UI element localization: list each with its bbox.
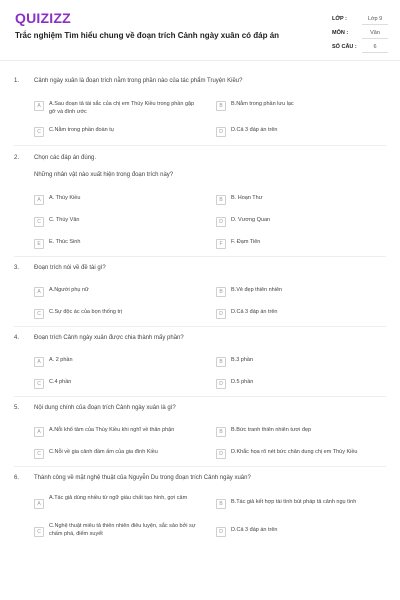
option-letter: A	[34, 427, 44, 437]
option-d[interactable]	[216, 526, 381, 537]
worksheet-header	[0, 0, 400, 61]
option-letter: C	[34, 217, 44, 227]
question-divider	[14, 145, 386, 146]
option-text: B.3 phần	[231, 357, 254, 363]
option-letter: D	[216, 527, 226, 537]
option-text: B.Tác giả kết hợp tài tình bút pháp tả cảnh ngụ tình	[231, 499, 357, 505]
option-d[interactable]	[216, 378, 381, 389]
option-letter: A	[34, 357, 44, 367]
option-text: C.Nằm trong phần đoàn tụ	[49, 127, 114, 133]
option-c[interactable]	[34, 378, 199, 389]
option-letter: B	[216, 195, 226, 205]
option-b[interactable]	[216, 194, 381, 205]
option-text: C.4 phần	[49, 379, 72, 385]
option-text: A.Nỗi khổ tâm của Thúy Kiều khi nghĩ về thân phận	[49, 427, 175, 433]
option-d[interactable]	[216, 308, 381, 319]
option-text: C.Sự độc ác của bọn thống trị	[49, 309, 123, 315]
option-a[interactable]	[34, 194, 199, 205]
option-letter: C	[34, 127, 44, 137]
option-c[interactable]	[34, 126, 199, 137]
option-b[interactable]	[216, 426, 399, 437]
meta-value: 6	[362, 42, 388, 53]
option-f[interactable]	[216, 238, 381, 249]
question-text: Thành công về mặt nghệ thuật của Nguyễn Du trong đoạn trích Cảnh ngày xuân?	[34, 475, 251, 481]
meta-value: Văn	[362, 28, 388, 39]
option-c[interactable]	[34, 308, 199, 319]
option-text: D.Cả 3 đáp án trên	[231, 309, 278, 315]
option-e[interactable]	[34, 238, 199, 249]
option-text: D.Cả 3 đáp án trên	[231, 527, 278, 533]
question-divider	[14, 326, 386, 327]
option-letter: D	[216, 217, 226, 227]
option-letter: B	[216, 427, 226, 437]
option-text: B. Hoạn Thư	[231, 195, 263, 201]
option-text: A.Tác giả dùng nhiều từ ngữ giàu chất tạo hình, gợi cảm	[49, 495, 188, 501]
meta-label: LỚP :	[332, 16, 347, 22]
option-b[interactable]	[216, 356, 381, 367]
question-text: Nội dung chính của đoạn trích Cảnh ngày xuân là gì?	[34, 405, 176, 411]
option-letter: E	[34, 239, 44, 249]
question-divider	[14, 466, 386, 467]
option-letter: B	[216, 287, 226, 297]
option-text: F. Đạm Tiên	[231, 239, 261, 245]
question-subtext: Những nhân vật nào xuất hiện trong đoạn trích này?	[34, 172, 174, 178]
worksheet-title: Trắc nghiệm Tìm hiểu chung về đoạn trích Cảnh ngày xuân có đáp án	[15, 31, 280, 40]
option-text: B.Bức tranh thiên nhiên tươi đẹp	[231, 427, 312, 433]
option-text: C. Thúy Vân	[49, 217, 80, 223]
option-letter: A	[34, 101, 44, 111]
question-divider	[14, 396, 386, 397]
option-text: E. Thúc Sinh	[49, 239, 81, 245]
quizizz-logo: QUIZIZZ	[15, 10, 71, 26]
option-d[interactable]	[216, 216, 381, 227]
question-text: Đoạn trích Cảnh ngày xuân được chia thành mấy phần?	[34, 335, 184, 341]
option-a[interactable]	[34, 100, 199, 116]
option-letter: D	[216, 127, 226, 137]
question-number: 2.	[14, 155, 20, 161]
option-letter: F	[216, 239, 226, 249]
meta-value: Lớp 9	[362, 14, 388, 25]
option-c[interactable]	[34, 216, 199, 227]
question-number: 4.	[14, 335, 20, 341]
option-letter: D	[216, 379, 226, 389]
question-number: 3.	[14, 265, 20, 271]
worksheet-meta	[332, 12, 388, 54]
option-d[interactable]	[216, 126, 381, 137]
option-text: A. Thúy Kiều	[49, 195, 81, 201]
meta-grade-row	[332, 12, 388, 26]
option-letter: C	[34, 379, 44, 389]
option-text: D.5 phần	[231, 379, 254, 385]
option-a[interactable]	[34, 426, 219, 437]
question-divider	[14, 256, 386, 257]
option-letter: D	[216, 449, 226, 459]
option-text: C.Nỗi về gia cảnh đầm ấm của gia đình Kiều	[49, 449, 158, 455]
option-letter: C	[34, 449, 44, 459]
meta-label: SỐ CÂU :	[332, 44, 357, 50]
option-text: A. 2 phần	[49, 357, 73, 363]
option-letter: B	[216, 357, 226, 367]
meta-subject-row	[332, 26, 388, 40]
option-letter: C	[34, 309, 44, 319]
option-text: A.Người phụ nữ	[49, 287, 89, 293]
question-number: 5.	[14, 405, 20, 411]
question-text: Đoạn trích nói về đề tài gì?	[34, 265, 106, 271]
option-c[interactable]	[34, 522, 209, 538]
option-text: D.Cả 3 đáp án trên	[231, 127, 278, 133]
option-c[interactable]	[34, 448, 219, 459]
option-text: B.Nằm trong phần lưu lạc	[231, 101, 294, 107]
option-b[interactable]	[216, 286, 381, 297]
meta-label: MÔN :	[332, 30, 349, 36]
option-letter: C	[34, 527, 44, 537]
option-text: B.Vẻ đẹp thiên nhiên	[231, 287, 283, 293]
option-a[interactable]	[34, 356, 199, 367]
option-letter: B	[216, 101, 226, 111]
option-text: D.Khắc họa rõ nét bức chân dung chị em Thúy Kiều	[231, 449, 358, 455]
option-a[interactable]	[34, 286, 199, 297]
option-letter: A	[34, 195, 44, 205]
meta-count-row	[332, 40, 388, 54]
question-text: Chọn các đáp án đúng.	[34, 155, 97, 161]
option-text: A.Sau đoạn tả tài sắc của chị em Thúy Kiều trong phần gặp gỡ và đính ước	[49, 101, 195, 115]
question-number: 6.	[14, 475, 20, 481]
option-a[interactable]	[34, 494, 214, 509]
option-text: D. Vương Quan	[231, 217, 271, 223]
option-letter: A	[34, 499, 44, 509]
option-d[interactable]	[216, 448, 400, 459]
question-text: Cảnh ngày xuân là đoạn trích nằm trong phần nào của tác phẩm Truyện Kiều?	[34, 78, 243, 84]
option-text: C.Nghệ thuật miêu tả thiên nhiên điêu luyện, sắc sảo bởi sự chấm phá, điểm xuyết	[49, 523, 196, 537]
option-letter: B	[216, 499, 226, 509]
option-letter: A	[34, 287, 44, 297]
option-letter: D	[216, 309, 226, 319]
question-number: 1.	[14, 78, 20, 84]
option-b[interactable]	[216, 100, 381, 111]
option-b[interactable]	[216, 498, 399, 509]
